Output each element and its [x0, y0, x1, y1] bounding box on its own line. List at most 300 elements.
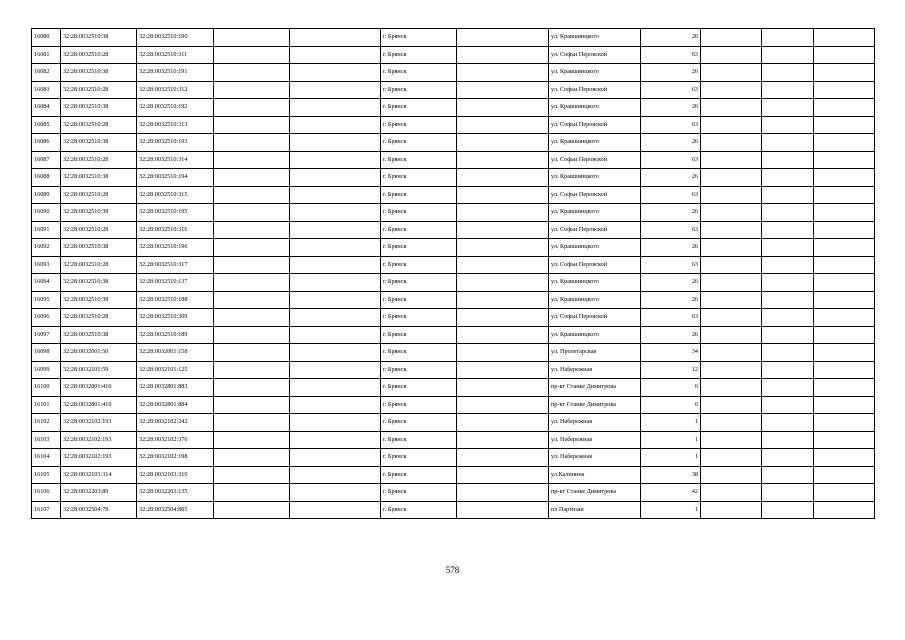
table-row	[32, 46, 875, 64]
table-row	[32, 396, 875, 414]
cell-col-7	[457, 239, 549, 257]
cell-city: г. Брянск	[381, 414, 457, 432]
cell-col-4	[214, 291, 290, 309]
cell-house-number: 1	[641, 501, 701, 519]
cell-col-12	[814, 291, 875, 309]
cell-city: г. Брянск	[381, 81, 457, 99]
cell-col-10	[701, 64, 762, 82]
cell-col-11	[762, 46, 814, 64]
cell-col-7	[457, 309, 549, 327]
cell-cadastral-number-parcel: 32:28:0032510:38	[61, 326, 137, 344]
cell-house-number: 26	[641, 134, 701, 152]
cell-col-12	[814, 169, 875, 187]
cell-col-7	[457, 29, 549, 47]
cell-cadastral-number-object: 32:28:0032510:311	[137, 46, 214, 64]
cell-col-11	[762, 256, 814, 274]
cell-col-11	[762, 501, 814, 519]
cell-city: г. Брянск	[381, 431, 457, 449]
cell-street: ул. Набережная	[549, 361, 641, 379]
cell-col-10	[701, 29, 762, 47]
cell-cadastral-number-parcel: 32:28:0032103:314	[61, 466, 137, 484]
cell-house-number: 34	[641, 344, 701, 362]
cell-cadastral-number-parcel: 32:28:0032510:38	[61, 239, 137, 257]
cell-city: г. Брянск	[381, 46, 457, 64]
cell-cadastral-number-object: 32:28:0032801:883	[137, 379, 214, 397]
cell-city: г. Брянск	[381, 29, 457, 47]
cell-house-number: 26	[641, 239, 701, 257]
cell-col-11	[762, 466, 814, 484]
cell-col-11	[762, 274, 814, 292]
cell-col-10	[701, 449, 762, 467]
cell-house-number: 63	[641, 221, 701, 239]
cell-col-5	[290, 169, 381, 187]
cell-row-number: 16086	[32, 134, 61, 152]
cell-col-10	[701, 431, 762, 449]
cell-street: ул. Кравшинцкого	[549, 99, 641, 117]
cell-street: ул. Софьи Перовской	[549, 221, 641, 239]
cell-col-10	[701, 501, 762, 519]
cell-col-12	[814, 414, 875, 432]
cell-col-5	[290, 414, 381, 432]
cell-row-number: 16105	[32, 466, 61, 484]
cell-col-7	[457, 396, 549, 414]
table-row	[32, 379, 875, 397]
cell-col-12	[814, 431, 875, 449]
cell-col-12	[814, 379, 875, 397]
cell-col-7	[457, 46, 549, 64]
cell-col-5	[290, 326, 381, 344]
cell-col-12	[814, 151, 875, 169]
cell-street: ул.Калинина	[549, 466, 641, 484]
cell-col-12	[814, 239, 875, 257]
table-row	[32, 414, 875, 432]
table-row	[32, 29, 875, 47]
cell-house-number: 63	[641, 46, 701, 64]
table-row	[32, 64, 875, 82]
cell-col-11	[762, 239, 814, 257]
cell-city: г. Брянск	[381, 169, 457, 187]
cell-cadastral-number-object: 32:28:0032103:310	[137, 466, 214, 484]
cell-col-4	[214, 64, 290, 82]
cell-house-number: 1	[641, 431, 701, 449]
cell-city: г. Брянск	[381, 396, 457, 414]
cell-row-number: 16095	[32, 291, 61, 309]
table-row	[32, 466, 875, 484]
cell-col-7	[457, 414, 549, 432]
cell-col-5	[290, 221, 381, 239]
cell-row-number: 16094	[32, 274, 61, 292]
cell-row-number: 16091	[32, 221, 61, 239]
cell-city: г. Брянск	[381, 379, 457, 397]
cell-row-number: 16089	[32, 186, 61, 204]
cell-cadastral-number-object: 32:28:0032510:312	[137, 81, 214, 99]
cell-col-12	[814, 186, 875, 204]
cell-cadastral-number-object: 32:28:0032510:193	[137, 134, 214, 152]
cell-street: ул. Софьи Перовской	[549, 46, 641, 64]
cell-cadastral-number-parcel: 32:28:0032510:28	[61, 116, 137, 134]
cell-street: пр-кт Станке Димитрова	[549, 484, 641, 502]
cell-col-7	[457, 204, 549, 222]
cell-city: г. Брянск	[381, 274, 457, 292]
cell-col-5	[290, 309, 381, 327]
cell-col-7	[457, 81, 549, 99]
cell-col-10	[701, 274, 762, 292]
cell-col-10	[701, 379, 762, 397]
cell-cadastral-number-parcel: 32:28:0032510:28	[61, 186, 137, 204]
cell-row-number: 16102	[32, 414, 61, 432]
cell-cadastral-number-object: 32:28:0032510:315	[137, 186, 214, 204]
cell-col-11	[762, 64, 814, 82]
cell-col-4	[214, 361, 290, 379]
cell-col-5	[290, 186, 381, 204]
cell-cadastral-number-parcel: 32:28:0032801:410	[61, 396, 137, 414]
cell-cadastral-number-object: 32:28:0032510:191	[137, 64, 214, 82]
cell-col-12	[814, 466, 875, 484]
cell-col-10	[701, 46, 762, 64]
cell-col-11	[762, 186, 814, 204]
cell-col-12	[814, 501, 875, 519]
cell-row-number: 16097	[32, 326, 61, 344]
cell-street: ул. Софьи Перовской	[549, 186, 641, 204]
cell-cadastral-number-object: 32:28:0032510:194	[137, 169, 214, 187]
cell-col-12	[814, 484, 875, 502]
cell-cadastral-number-object: 32:28:0032510:314	[137, 151, 214, 169]
cell-row-number: 16104	[32, 449, 61, 467]
cell-col-12	[814, 204, 875, 222]
cell-row-number: 16088	[32, 169, 61, 187]
cell-cadastral-number-parcel: 32:28:0032510:28	[61, 151, 137, 169]
cell-row-number: 16084	[32, 99, 61, 117]
cell-col-5	[290, 134, 381, 152]
cell-street: ул. Набережная	[549, 431, 641, 449]
cell-col-12	[814, 221, 875, 239]
table-row	[32, 116, 875, 134]
cell-house-number: 63	[641, 256, 701, 274]
cell-col-7	[457, 134, 549, 152]
registry-table	[31, 28, 875, 519]
cell-col-5	[290, 81, 381, 99]
cell-col-10	[701, 484, 762, 502]
cell-col-10	[701, 169, 762, 187]
cell-cadastral-number-parcel: 32:28:0032510:28	[61, 81, 137, 99]
cell-col-12	[814, 449, 875, 467]
cell-col-11	[762, 151, 814, 169]
cell-city: г. Брянск	[381, 361, 457, 379]
cell-col-4	[214, 151, 290, 169]
cell-col-4	[214, 501, 290, 519]
table-row	[32, 361, 875, 379]
cell-cadastral-number-object: 32:28:0032510:137	[137, 274, 214, 292]
cell-cadastral-number-object: 32:28:0032102:242	[137, 414, 214, 432]
cell-col-4	[214, 414, 290, 432]
cell-col-10	[701, 396, 762, 414]
cell-col-5	[290, 396, 381, 414]
cell-col-4	[214, 309, 290, 327]
cell-city: г. Брянск	[381, 501, 457, 519]
cell-row-number: 16092	[32, 239, 61, 257]
cell-city: г. Брянск	[381, 484, 457, 502]
cell-col-4	[214, 81, 290, 99]
table-row	[32, 344, 875, 362]
cell-cadastral-number-object: 32:28:0032510:317	[137, 256, 214, 274]
cell-city: г. Брянск	[381, 239, 457, 257]
cell-house-number: 26	[641, 274, 701, 292]
cell-street: ул. Кравшинцкого	[549, 134, 641, 152]
cell-cadastral-number-object: 32:28:0032510:190	[137, 29, 214, 47]
cell-street: ул. Кравшинцкого	[549, 64, 641, 82]
cell-cadastral-number-object: 32:28:0032510:195	[137, 204, 214, 222]
cell-col-10	[701, 204, 762, 222]
cell-col-5	[290, 256, 381, 274]
cell-col-7	[457, 291, 549, 309]
cell-cadastral-number-parcel: 32:28:0032510:38	[61, 274, 137, 292]
cell-col-5	[290, 344, 381, 362]
cell-cadastral-number-parcel: 32:28:0032510:38	[61, 204, 137, 222]
cell-house-number: 26	[641, 169, 701, 187]
cell-col-5	[290, 361, 381, 379]
cell-col-7	[457, 221, 549, 239]
table-body	[32, 29, 875, 519]
cell-col-5	[290, 501, 381, 519]
cell-col-4	[214, 221, 290, 239]
cell-city: г. Брянск	[381, 204, 457, 222]
cell-street: ул. Кравшинцкого	[549, 239, 641, 257]
cell-cadastral-number-parcel: 32:28:0032504:79	[61, 501, 137, 519]
cell-street: ул. Софьи Перовской	[549, 256, 641, 274]
cell-row-number: 16100	[32, 379, 61, 397]
cell-col-5	[290, 64, 381, 82]
cell-col-12	[814, 274, 875, 292]
cell-col-5	[290, 46, 381, 64]
cell-col-12	[814, 361, 875, 379]
cell-col-7	[457, 99, 549, 117]
cell-col-4	[214, 99, 290, 117]
cell-city: г. Брянск	[381, 99, 457, 117]
cell-row-number: 16083	[32, 81, 61, 99]
cell-col-7	[457, 169, 549, 187]
cell-row-number: 16101	[32, 396, 61, 414]
cell-city: г. Брянск	[381, 256, 457, 274]
cell-row-number: 16099	[32, 361, 61, 379]
table-row	[32, 274, 875, 292]
cell-street: ул. Софьи Перовской	[549, 151, 641, 169]
cell-row-number: 16093	[32, 256, 61, 274]
cell-house-number: 26	[641, 64, 701, 82]
cell-row-number: 16107	[32, 501, 61, 519]
cell-cadastral-number-parcel: 32:28:0032102:193	[61, 414, 137, 432]
cell-col-5	[290, 466, 381, 484]
cell-col-7	[457, 501, 549, 519]
cell-col-11	[762, 169, 814, 187]
cell-house-number: 6	[641, 396, 701, 414]
cell-house-number: 1	[641, 449, 701, 467]
cell-col-7	[457, 361, 549, 379]
cell-col-5	[290, 291, 381, 309]
cell-col-10	[701, 81, 762, 99]
cell-col-4	[214, 116, 290, 134]
cell-col-5	[290, 379, 381, 397]
cell-col-11	[762, 134, 814, 152]
cell-cadastral-number-object: 32:28:0032504:805	[137, 501, 214, 519]
table-row	[32, 204, 875, 222]
cell-cadastral-number-object: 32:28:0032001:158	[137, 344, 214, 362]
cell-col-4	[214, 431, 290, 449]
cell-col-10	[701, 256, 762, 274]
cell-street: ул. Кравшинцкого	[549, 274, 641, 292]
cell-col-10	[701, 326, 762, 344]
cell-cadastral-number-parcel: 32:28:0032510:38	[61, 99, 137, 117]
cell-cadastral-number-parcel: 32:28:0032510:28	[61, 46, 137, 64]
cell-col-10	[701, 116, 762, 134]
cell-cadastral-number-object: 32:28:0032203:135	[137, 484, 214, 502]
cell-col-4	[214, 396, 290, 414]
cell-cadastral-number-object: 32:28:0032801:884	[137, 396, 214, 414]
cell-cadastral-number-parcel: 32:28:0032801:410	[61, 379, 137, 397]
cell-col-7	[457, 326, 549, 344]
cell-cadastral-number-object: 32:28:0032102:376	[137, 431, 214, 449]
cell-cadastral-number-parcel: 32:28:0032510:28	[61, 256, 137, 274]
cell-col-12	[814, 81, 875, 99]
cell-house-number: 63	[641, 309, 701, 327]
cell-col-10	[701, 134, 762, 152]
cell-col-5	[290, 449, 381, 467]
table-row	[32, 431, 875, 449]
cell-col-10	[701, 221, 762, 239]
table-row	[32, 239, 875, 257]
cell-street: ул. Софьи Перовской	[549, 116, 641, 134]
table-row	[32, 449, 875, 467]
cell-cadastral-number-object: 32:28:0032510:313	[137, 116, 214, 134]
cell-col-4	[214, 186, 290, 204]
cell-col-10	[701, 151, 762, 169]
cell-house-number: 26	[641, 291, 701, 309]
cell-col-11	[762, 326, 814, 344]
cell-col-10	[701, 291, 762, 309]
cell-col-11	[762, 361, 814, 379]
cell-house-number: 6	[641, 379, 701, 397]
cell-street: ул. Набережная	[549, 414, 641, 432]
cell-city: г. Брянск	[381, 291, 457, 309]
cell-street: пл Партизан	[549, 501, 641, 519]
cell-col-7	[457, 466, 549, 484]
cell-street: ул. Софьи Перовской	[549, 81, 641, 99]
cell-col-12	[814, 134, 875, 152]
cell-col-5	[290, 116, 381, 134]
cell-row-number: 16103	[32, 431, 61, 449]
cell-col-11	[762, 116, 814, 134]
cell-col-4	[214, 344, 290, 362]
cell-col-7	[457, 449, 549, 467]
cell-street: ул. Кравшинцкого	[549, 326, 641, 344]
cell-house-number: 1	[641, 414, 701, 432]
cell-row-number: 16090	[32, 204, 61, 222]
cell-col-12	[814, 344, 875, 362]
cell-col-5	[290, 99, 381, 117]
cell-col-4	[214, 256, 290, 274]
cell-cadastral-number-parcel: 32:28:0032510:38	[61, 64, 137, 82]
cell-street: пр-кт Станке Димитрова	[549, 396, 641, 414]
cell-col-12	[814, 29, 875, 47]
cell-city: г. Брянск	[381, 309, 457, 327]
cell-col-10	[701, 414, 762, 432]
cell-cadastral-number-object: 32:28:0032510:192	[137, 99, 214, 117]
cell-col-10	[701, 466, 762, 484]
cell-house-number: 63	[641, 186, 701, 204]
cell-city: г. Брянск	[381, 151, 457, 169]
cell-col-12	[814, 396, 875, 414]
table-row	[32, 81, 875, 99]
cell-col-12	[814, 326, 875, 344]
table-row	[32, 169, 875, 187]
table-row	[32, 484, 875, 502]
table-row	[32, 151, 875, 169]
cell-cadastral-number-parcel: 32:28:0032510:38	[61, 169, 137, 187]
cell-cadastral-number-parcel: 32:28:0032101:59	[61, 361, 137, 379]
cell-street: ул. Кравшинцкого	[549, 29, 641, 47]
cell-city: г. Брянск	[381, 326, 457, 344]
cell-col-12	[814, 99, 875, 117]
cell-col-12	[814, 64, 875, 82]
cell-col-5	[290, 204, 381, 222]
table-row	[32, 99, 875, 117]
cell-row-number: 16087	[32, 151, 61, 169]
cell-city: г. Брянск	[381, 186, 457, 204]
table-row	[32, 501, 875, 519]
cell-col-4	[214, 239, 290, 257]
cell-cadastral-number-parcel: 32:28:0032203:89	[61, 484, 137, 502]
cell-col-7	[457, 256, 549, 274]
cell-house-number: 42	[641, 484, 701, 502]
cell-col-7	[457, 431, 549, 449]
cell-col-10	[701, 239, 762, 257]
cell-col-11	[762, 431, 814, 449]
cell-col-4	[214, 484, 290, 502]
cell-col-7	[457, 379, 549, 397]
table-row	[32, 256, 875, 274]
cell-cadastral-number-object: 32:28:0032510:309	[137, 309, 214, 327]
cell-row-number: 16082	[32, 64, 61, 82]
table-row	[32, 186, 875, 204]
cell-city: г. Брянск	[381, 64, 457, 82]
cell-row-number: 16098	[32, 344, 61, 362]
cell-col-5	[290, 151, 381, 169]
cell-row-number: 16085	[32, 116, 61, 134]
cell-col-10	[701, 344, 762, 362]
cell-house-number: 63	[641, 151, 701, 169]
cell-cadastral-number-parcel: 32:28:0032510:28	[61, 221, 137, 239]
cell-city: г. Брянск	[381, 116, 457, 134]
cell-street: пр-кт Станке Димитрова	[549, 379, 641, 397]
cell-col-11	[762, 484, 814, 502]
cell-col-4	[214, 274, 290, 292]
cell-house-number: 26	[641, 326, 701, 344]
cell-col-10	[701, 361, 762, 379]
cell-cadastral-number-object: 32:28:0032510:316	[137, 221, 214, 239]
cell-col-7	[457, 116, 549, 134]
cell-col-4	[214, 46, 290, 64]
cell-city: г. Брянск	[381, 344, 457, 362]
cell-city: г. Брянск	[381, 466, 457, 484]
cell-city: г. Брянск	[381, 449, 457, 467]
cell-col-4	[214, 29, 290, 47]
table-row	[32, 326, 875, 344]
table-row	[32, 309, 875, 327]
table-row	[32, 291, 875, 309]
cell-col-5	[290, 274, 381, 292]
cell-cadastral-number-parcel: 32:28:0032001:50	[61, 344, 137, 362]
cell-cadastral-number-parcel: 32:28:0032510:38	[61, 134, 137, 152]
cell-house-number: 38	[641, 466, 701, 484]
